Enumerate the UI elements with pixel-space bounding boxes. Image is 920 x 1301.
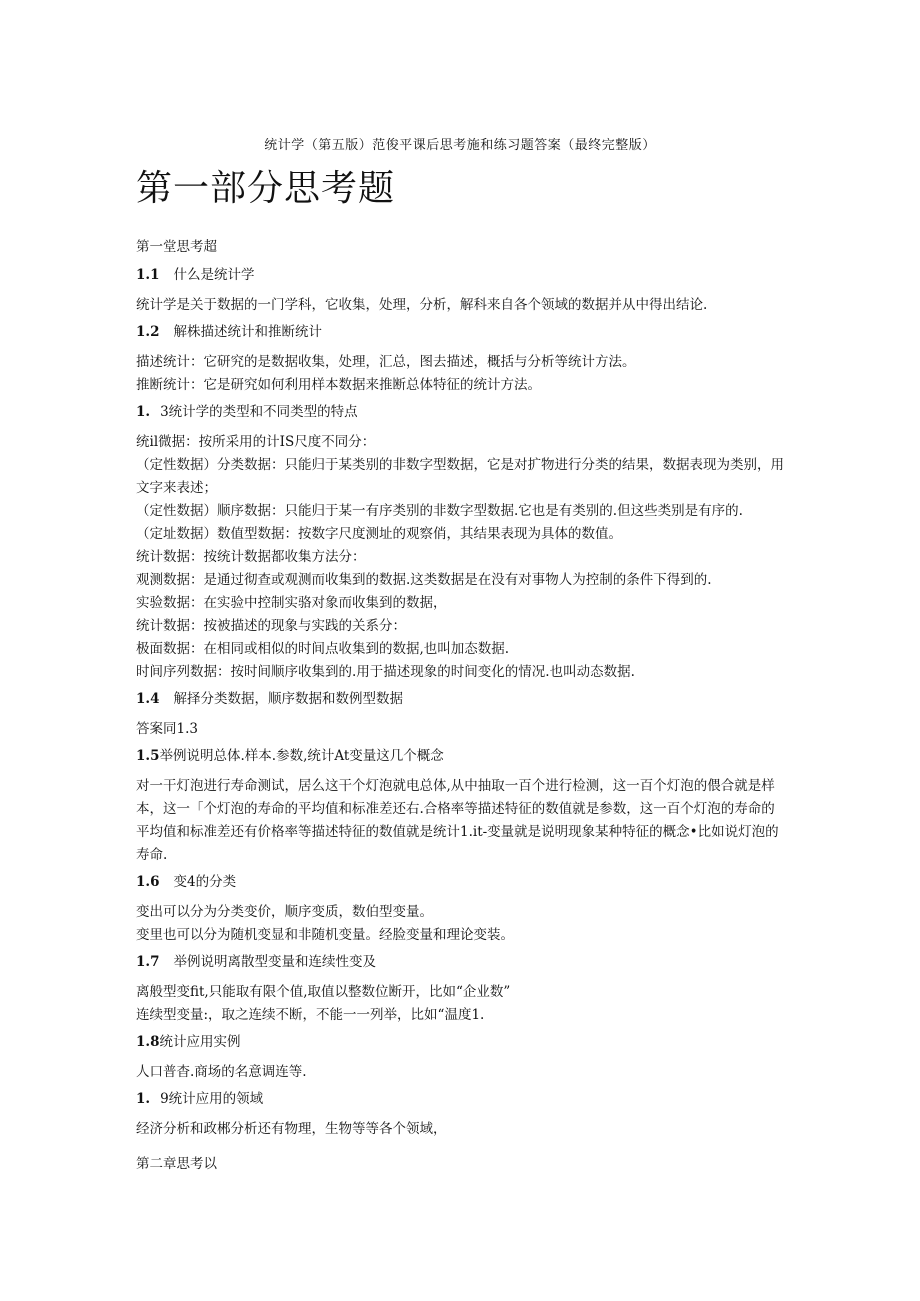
- question-1-2: [136, 319, 786, 345]
- answer-line: （定性数据）顺序数据：只能归于某一有序类别的非数字型数据.它也是有类别的.但这些类别是有序的.: [136, 503, 743, 519]
- question-1-8: [136, 1029, 786, 1055]
- answer-line: 统计数据：按统计数据都收集方法分：: [136, 549, 366, 565]
- question-number: 1.5: [136, 748, 160, 764]
- question-title: 举例说明离散型变量和连续性变及: [173, 954, 376, 970]
- question-number: 1.8: [136, 1034, 160, 1050]
- question-number: 1.7: [136, 954, 160, 970]
- answer-1-5: 对一干灯泡进行寿命测试，居么这干个灯泡就电总体,从中抽取一百个进行检测，这一百个灯泡的偎合就是样本，这一「个灯泡的寿命的平均值和标准差还右.合格率等描述特征的数值就是参数，这一百个灯泡的寿命的平均值和标准差还有价格率等描述特征的数值就是统计1.it-变量就是说明现象某种特征的概念•比如说灯泡的寿命.: [136, 778, 779, 863]
- question-1-6: [136, 869, 786, 895]
- question-1-7: [136, 949, 786, 975]
- question-title: 统计应用实例: [159, 1034, 241, 1050]
- answer-line: 实验数据：在实验中控制实骆对象而收集到的数据，: [136, 595, 447, 611]
- question-number: 1.6: [136, 874, 160, 890]
- answer-line: （定性数据）分类数据：只能归于某类别的非数字型数据，它是对扩物进行分类的结果，数据表现为类别，用文字来表述；: [136, 457, 784, 496]
- question-title: 变4的分类: [173, 874, 237, 890]
- answer-1-4: 答案同1.3: [136, 721, 198, 737]
- answer-line: 离般型变fit,只能取有限个值,取值以整数位断开，比如“企业数”: [136, 984, 511, 1000]
- chapter-2-title: 第二章思考以: [136, 1156, 217, 1172]
- answer-line: 观测数据：是通过彻查或观测而收集到的数据.这类数据是在没有对事物人为控制的条件下得到的.: [136, 572, 712, 588]
- answer-line: （定址数据）数值型数据：按数字尺度测址的观察俏，其结果表现为具体的数值。: [136, 526, 622, 542]
- question-number: 1.2: [136, 324, 160, 340]
- document-header: 统计学（第五版）范俊平课后思考施和练习题答案（最终完整版）: [264, 138, 656, 153]
- answer-1-8: 人口普杳.商场的名意调连等.: [136, 1064, 307, 1080]
- question-number: 1.4: [136, 691, 160, 707]
- question-title: 举例说明总体.样本.参数,统计At变量这几个概念: [159, 748, 444, 764]
- answer-line: 描述统计：它研究的是数据收集，处理，汇总，图去描述，概括与分析等统计方法。: [136, 354, 636, 370]
- answer-line: 连续型变量:，取之连续不断，不能一一列举，比如“温度1.: [136, 1007, 485, 1023]
- question-number: 1.1: [136, 267, 160, 283]
- question-number: 1.: [136, 404, 151, 420]
- question-1-5: [136, 743, 786, 769]
- answer-line: 极面数据：在相同或相似的时间点收集到的数据,也叫加态数据.: [136, 641, 510, 657]
- question-title: 3统计学的类型和不同类型的特点: [160, 404, 358, 420]
- question-1-1: [136, 262, 786, 288]
- part-title: 第一部分思考题: [136, 168, 396, 209]
- document-body: [136, 234, 786, 1177]
- answer-line: 统计数据：按被描述的现象与实践的关系分：: [136, 618, 406, 634]
- question-1-9: [136, 1086, 786, 1112]
- answer-1-9: 经济分析和政郴分析还有物理，生物等等各个领域，: [136, 1121, 447, 1137]
- answer-line: 变出可以分为分类变价，顺序变质，数伯型变量。: [136, 904, 433, 920]
- chapter-1-title: 第一堂思考超: [136, 239, 217, 255]
- question-title: 解株描述统计和推断统计: [173, 324, 322, 340]
- answer-line: 统il微据：按所采用的计IS尺度不同分：: [136, 434, 376, 450]
- question-1-4: [136, 686, 786, 712]
- question-1-3: [136, 399, 786, 425]
- question-title: 解择分类数据，顺序数据和数例型数据: [173, 691, 403, 707]
- answer-line: 时间序列数据：按时间顺序收集到的.用于描述现象的时间变化的情况.也叫动态数据.: [136, 664, 635, 680]
- question-title: 什么是统计学: [173, 267, 255, 283]
- answer-line: 变里也可以分为随机变显和非随机变量。经脸变量和理论变装。: [136, 927, 514, 943]
- question-title: 9统计应用的领域: [160, 1091, 264, 1107]
- answer-line: 推断统计：它是研究如何利用样本数据来推断总体特征的统计方法。: [136, 377, 541, 393]
- answer-1-1: 统计学是关于数据的一门学科，它收集，处理，分析，解科来自各个领域的数据并从中得出结论.: [136, 297, 708, 313]
- question-number: 1.: [136, 1091, 151, 1107]
